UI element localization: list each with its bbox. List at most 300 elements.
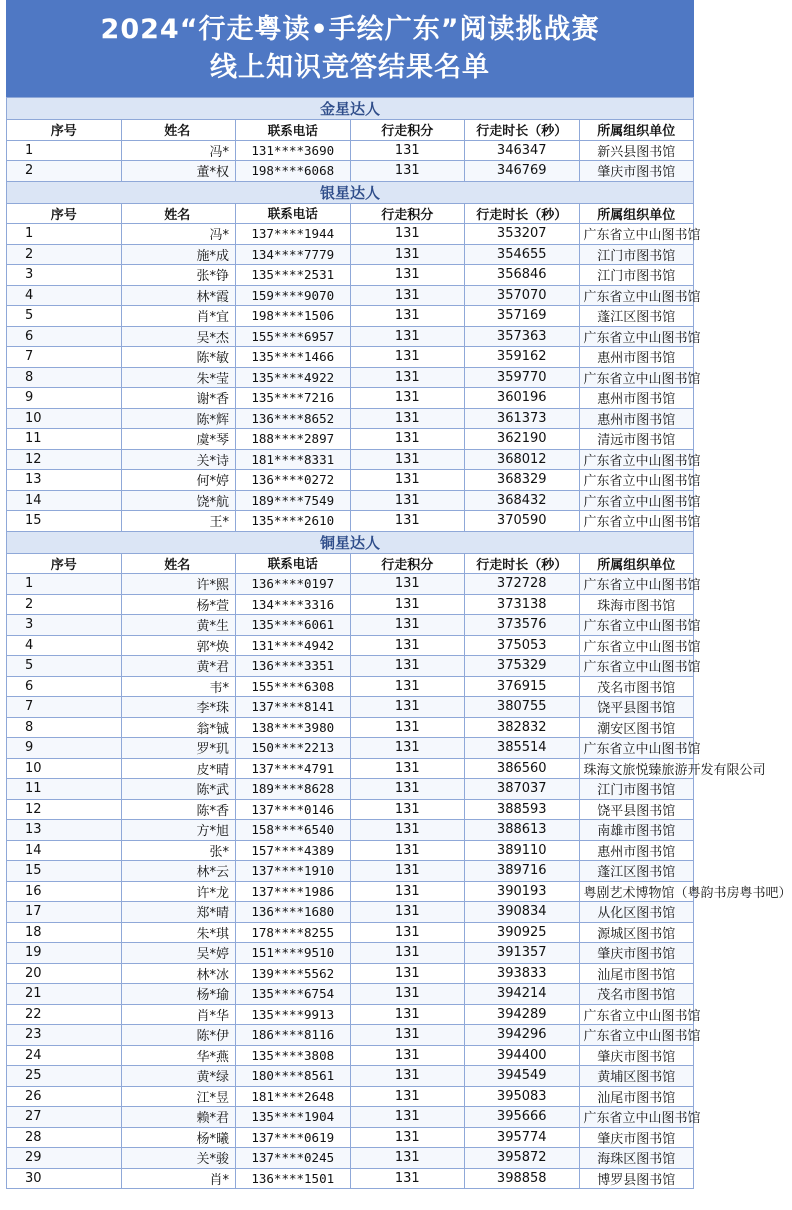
organization: 广东省立中山图书馆	[579, 1004, 694, 1025]
page-title-line1: 2024“行走粤读•手绘广东”阅读挑战赛	[100, 13, 600, 45]
member-name: 张*	[121, 840, 236, 861]
phone-number: 137****0245	[236, 1148, 351, 1169]
member-name: 郑*晴	[121, 902, 236, 923]
duration: 389110	[465, 840, 580, 861]
phone-number: 180****8561	[236, 1066, 351, 1087]
duration: 359770	[465, 367, 580, 388]
phone-number: 186****8116	[236, 1025, 351, 1046]
phone-number: 135****4922	[236, 367, 351, 388]
score: 131	[350, 1004, 465, 1025]
score: 131	[350, 490, 465, 511]
member-name: 杨*曦	[121, 1127, 236, 1148]
organization: 惠州市图书馆	[579, 408, 694, 429]
member-name: 罗*玑	[121, 738, 236, 759]
member-name: 饶*航	[121, 490, 236, 511]
score: 131	[350, 326, 465, 347]
table-row	[7, 697, 694, 718]
table-row	[7, 449, 694, 470]
member-name: 陈*伊	[121, 1025, 236, 1046]
phone-number: 135****1466	[236, 347, 351, 368]
column-header: 行走时长（秒）	[465, 203, 580, 224]
table-row	[7, 1004, 694, 1025]
duration: 346769	[465, 161, 580, 182]
table-row	[7, 367, 694, 388]
column-header: 姓名	[121, 553, 236, 574]
score: 131	[350, 881, 465, 902]
score: 131	[350, 963, 465, 984]
phone-number: 189****8628	[236, 779, 351, 800]
score: 131	[350, 922, 465, 943]
member-name: 林*冰	[121, 963, 236, 984]
member-name: 皮*晴	[121, 758, 236, 779]
score: 131	[350, 388, 465, 409]
organization: 珠海文旅悦臻旅游开发有限公司	[579, 758, 694, 779]
duration: 398858	[465, 1168, 580, 1189]
row-number: 21	[7, 984, 122, 1005]
table-row	[7, 388, 694, 409]
phone-number: 198****1506	[236, 306, 351, 327]
table-row	[7, 635, 694, 656]
results-table-body	[7, 98, 792, 1189]
score: 131	[350, 1066, 465, 1087]
duration: 361373	[465, 408, 580, 429]
score: 131	[350, 1045, 465, 1066]
section-header	[7, 181, 694, 203]
duration: 385514	[465, 738, 580, 759]
phone-number: 151****9510	[236, 943, 351, 964]
member-name: 吴*婷	[121, 943, 236, 964]
organization: 惠州市图书馆	[579, 347, 694, 368]
duration: 395774	[465, 1127, 580, 1148]
phone-number: 181****2648	[236, 1086, 351, 1107]
column-header: 序号	[7, 120, 122, 141]
table-row	[7, 1066, 694, 1087]
table-row	[7, 326, 694, 347]
member-name: 虞*琴	[121, 429, 236, 450]
table-row	[7, 615, 694, 636]
member-name: 黄*绿	[121, 1066, 236, 1087]
row-number: 2	[7, 244, 122, 265]
duration: 394289	[465, 1004, 580, 1025]
duration: 389716	[465, 861, 580, 882]
phone-number: 134****3316	[236, 594, 351, 615]
table-row	[7, 574, 694, 595]
score: 131	[350, 943, 465, 964]
organization: 广东省立中山图书馆	[579, 490, 694, 511]
table-row	[7, 244, 694, 265]
table-row	[7, 1107, 694, 1128]
duration: 394400	[465, 1045, 580, 1066]
member-name: 陈*敏	[121, 347, 236, 368]
row-number: 4	[7, 635, 122, 656]
duration: 375053	[465, 635, 580, 656]
phone-number: 139****5562	[236, 963, 351, 984]
row-number: 10	[7, 408, 122, 429]
phone-number: 137****1944	[236, 224, 351, 245]
phone-number: 157****4389	[236, 840, 351, 861]
section-header	[7, 531, 694, 553]
organization: 博罗县图书馆	[579, 1168, 694, 1189]
phone-number: 198****6068	[236, 161, 351, 182]
organization: 广东省立中山图书馆	[579, 449, 694, 470]
column-header: 行走积分	[350, 120, 465, 141]
duration: 370590	[465, 511, 580, 532]
duration: 368012	[465, 449, 580, 470]
table-row	[7, 779, 694, 800]
score: 131	[350, 861, 465, 882]
row-number: 8	[7, 367, 122, 388]
table-row	[7, 984, 694, 1005]
member-name: 许*熙	[121, 574, 236, 595]
duration: 354655	[465, 244, 580, 265]
row-number: 12	[7, 449, 122, 470]
row-number: 2	[7, 161, 122, 182]
duration: 386560	[465, 758, 580, 779]
organization: 茂名市图书馆	[579, 676, 694, 697]
duration: 390834	[465, 902, 580, 923]
row-number: 14	[7, 840, 122, 861]
row-number: 17	[7, 902, 122, 923]
phone-number: 131****4942	[236, 635, 351, 656]
phone-number: 135****6061	[236, 615, 351, 636]
organization: 肇庆市图书馆	[579, 1127, 694, 1148]
column-header: 行走时长（秒）	[465, 553, 580, 574]
score: 131	[350, 1107, 465, 1128]
table-row	[7, 1045, 694, 1066]
organization: 广东省立中山图书馆	[579, 285, 694, 306]
score: 131	[350, 594, 465, 615]
organization: 汕尾市图书馆	[579, 1086, 694, 1107]
score: 131	[350, 161, 465, 182]
score: 131	[350, 224, 465, 245]
row-number: 22	[7, 1004, 122, 1025]
phone-number: 137****4791	[236, 758, 351, 779]
phone-number: 178****8255	[236, 922, 351, 943]
duration: 394549	[465, 1066, 580, 1087]
member-name: 张*铮	[121, 265, 236, 286]
score: 131	[350, 1127, 465, 1148]
member-name: 肖*宜	[121, 306, 236, 327]
score: 131	[350, 717, 465, 738]
section-title: 金星达人	[7, 98, 694, 120]
phone-number: 136****8652	[236, 408, 351, 429]
column-header: 序号	[7, 203, 122, 224]
column-header: 所属组织单位	[579, 553, 694, 574]
member-name: 林*霞	[121, 285, 236, 306]
row-number: 16	[7, 881, 122, 902]
member-name: 江*昱	[121, 1086, 236, 1107]
duration: 373576	[465, 615, 580, 636]
phone-number: 135****7216	[236, 388, 351, 409]
duration: 388593	[465, 799, 580, 820]
member-name: 冯*	[121, 224, 236, 245]
table-row	[7, 490, 694, 511]
score: 131	[350, 779, 465, 800]
column-header: 姓名	[121, 203, 236, 224]
member-name: 何*婷	[121, 470, 236, 491]
phone-number: 135****9913	[236, 1004, 351, 1025]
phone-number: 135****6754	[236, 984, 351, 1005]
member-name: 陈*辉	[121, 408, 236, 429]
table-row	[7, 265, 694, 286]
duration: 357169	[465, 306, 580, 327]
table-row	[7, 347, 694, 368]
table-row	[7, 902, 694, 923]
organization: 粤剧艺术博物馆（粤韵书房粤书吧）	[579, 881, 694, 902]
section-header	[7, 98, 694, 120]
row-number: 24	[7, 1045, 122, 1066]
organization: 饶平县图书馆	[579, 697, 694, 718]
table-row	[7, 285, 694, 306]
row-number: 10	[7, 758, 122, 779]
score: 131	[350, 1148, 465, 1169]
member-name: 方*旭	[121, 820, 236, 841]
column-header: 序号	[7, 553, 122, 574]
table-row	[7, 963, 694, 984]
member-name: 王*	[121, 511, 236, 532]
organization: 南雄市图书馆	[579, 820, 694, 841]
table-row	[7, 470, 694, 491]
member-name: 肖*华	[121, 1004, 236, 1025]
score: 131	[350, 511, 465, 532]
column-header: 行走积分	[350, 203, 465, 224]
duration: 357363	[465, 326, 580, 347]
member-name: 林*云	[121, 861, 236, 882]
column-header-row	[7, 553, 694, 574]
duration: 368432	[465, 490, 580, 511]
row-number: 3	[7, 265, 122, 286]
phone-number: 137****0619	[236, 1127, 351, 1148]
member-name: 杨*萱	[121, 594, 236, 615]
row-number: 1	[7, 224, 122, 245]
row-number: 9	[7, 388, 122, 409]
row-number: 3	[7, 615, 122, 636]
table-row	[7, 676, 694, 697]
row-number: 7	[7, 347, 122, 368]
column-header-row	[7, 203, 694, 224]
row-number: 15	[7, 861, 122, 882]
page-title-line2: 线上知识竞答结果名单	[210, 51, 490, 83]
duration: 388613	[465, 820, 580, 841]
score: 131	[350, 820, 465, 841]
phone-number: 137****1986	[236, 881, 351, 902]
phone-number: 155****6308	[236, 676, 351, 697]
table-row	[7, 1168, 694, 1189]
member-name: 冯*	[121, 140, 236, 161]
column-header-row	[7, 120, 694, 141]
organization: 广东省立中山图书馆	[579, 738, 694, 759]
row-number: 1	[7, 140, 122, 161]
duration: 391357	[465, 943, 580, 964]
phone-number: 135****2610	[236, 511, 351, 532]
duration: 373138	[465, 594, 580, 615]
score: 131	[350, 285, 465, 306]
organization: 源城区图书馆	[579, 922, 694, 943]
score: 131	[350, 140, 465, 161]
score: 131	[350, 902, 465, 923]
table-row	[7, 758, 694, 779]
row-number: 11	[7, 429, 122, 450]
table-row	[7, 306, 694, 327]
score: 131	[350, 656, 465, 677]
table-row	[7, 717, 694, 738]
organization: 肇庆市图书馆	[579, 1045, 694, 1066]
organization: 广东省立中山图书馆	[579, 511, 694, 532]
score: 131	[350, 470, 465, 491]
member-name: 赖*君	[121, 1107, 236, 1128]
phone-number: 136****0197	[236, 574, 351, 595]
organization: 广东省立中山图书馆	[579, 656, 694, 677]
column-header: 联系电话	[236, 553, 351, 574]
row-number: 29	[7, 1148, 122, 1169]
duration: 390193	[465, 881, 580, 902]
phone-number: 137****1910	[236, 861, 351, 882]
member-name: 翁*铖	[121, 717, 236, 738]
member-name: 肖*	[121, 1168, 236, 1189]
duration: 394296	[465, 1025, 580, 1046]
phone-number: 158****6540	[236, 820, 351, 841]
duration: 382832	[465, 717, 580, 738]
phone-number: 136****3351	[236, 656, 351, 677]
score: 131	[350, 1168, 465, 1189]
member-name: 黄*君	[121, 656, 236, 677]
duration: 353207	[465, 224, 580, 245]
duration: 375329	[465, 656, 580, 677]
phone-number: 136****1680	[236, 902, 351, 923]
column-header: 行走积分	[350, 553, 465, 574]
member-name: 陈*武	[121, 779, 236, 800]
member-name: 关*诗	[121, 449, 236, 470]
score: 131	[350, 1086, 465, 1107]
phone-number: 131****3690	[236, 140, 351, 161]
organization: 肇庆市图书馆	[579, 161, 694, 182]
row-number: 28	[7, 1127, 122, 1148]
table-row	[7, 429, 694, 450]
score: 131	[350, 244, 465, 265]
organization: 蓬江区图书馆	[579, 306, 694, 327]
row-number: 30	[7, 1168, 122, 1189]
table-row	[7, 738, 694, 759]
phone-number: 181****8331	[236, 449, 351, 470]
organization: 清远市图书馆	[579, 429, 694, 450]
table-row	[7, 922, 694, 943]
organization: 蓬江区图书馆	[579, 861, 694, 882]
section-title: 银星达人	[7, 181, 694, 203]
table-row	[7, 799, 694, 820]
member-name: 杨*瑜	[121, 984, 236, 1005]
table-row	[7, 140, 694, 161]
member-name: 黄*生	[121, 615, 236, 636]
organization: 珠海市图书馆	[579, 594, 694, 615]
column-header: 行走时长（秒）	[465, 120, 580, 141]
phone-number: 134****7779	[236, 244, 351, 265]
organization: 从化区图书馆	[579, 902, 694, 923]
organization: 江门市图书馆	[579, 265, 694, 286]
organization: 广东省立中山图书馆	[579, 224, 694, 245]
duration: 346347	[465, 140, 580, 161]
row-number: 23	[7, 1025, 122, 1046]
phone-number: 137****8141	[236, 697, 351, 718]
row-number: 15	[7, 511, 122, 532]
organization: 惠州市图书馆	[579, 840, 694, 861]
table-row	[7, 1086, 694, 1107]
duration: 368329	[465, 470, 580, 491]
phone-number: 137****0146	[236, 799, 351, 820]
score: 131	[350, 615, 465, 636]
row-number: 5	[7, 656, 122, 677]
phone-number: 150****2213	[236, 738, 351, 759]
organization: 饶平县图书馆	[579, 799, 694, 820]
organization: 广东省立中山图书馆	[579, 635, 694, 656]
organization: 江门市图书馆	[579, 244, 694, 265]
row-number: 12	[7, 799, 122, 820]
row-number: 6	[7, 676, 122, 697]
score: 131	[350, 984, 465, 1005]
member-name: 董*权	[121, 161, 236, 182]
row-number: 2	[7, 594, 122, 615]
score: 131	[350, 799, 465, 820]
results-table	[6, 97, 792, 1189]
phone-number: 188****2897	[236, 429, 351, 450]
column-header: 联系电话	[236, 203, 351, 224]
table-row	[7, 861, 694, 882]
organization: 广东省立中山图书馆	[579, 470, 694, 491]
phone-number: 159****9070	[236, 285, 351, 306]
score: 131	[350, 697, 465, 718]
row-number: 19	[7, 943, 122, 964]
duration: 356846	[465, 265, 580, 286]
member-name: 许*龙	[121, 881, 236, 902]
duration: 390925	[465, 922, 580, 943]
row-number: 13	[7, 820, 122, 841]
duration: 394214	[465, 984, 580, 1005]
score: 131	[350, 306, 465, 327]
score: 131	[350, 347, 465, 368]
table-row	[7, 161, 694, 182]
row-number: 13	[7, 470, 122, 491]
phone-number: 135****2531	[236, 265, 351, 286]
member-name: 吴*杰	[121, 326, 236, 347]
score: 131	[350, 574, 465, 595]
phone-number: 155****6957	[236, 326, 351, 347]
phone-number: 138****3980	[236, 717, 351, 738]
member-name: 郭*焕	[121, 635, 236, 656]
member-name: 关*骏	[121, 1148, 236, 1169]
row-number: 6	[7, 326, 122, 347]
organization: 江门市图书馆	[579, 779, 694, 800]
organization: 广东省立中山图书馆	[579, 326, 694, 347]
duration: 387037	[465, 779, 580, 800]
duration: 362190	[465, 429, 580, 450]
organization: 新兴县图书馆	[579, 140, 694, 161]
duration: 357070	[465, 285, 580, 306]
row-number: 27	[7, 1107, 122, 1128]
phone-number: 136****0272	[236, 470, 351, 491]
row-number: 26	[7, 1086, 122, 1107]
row-number: 25	[7, 1066, 122, 1087]
organization: 黄埔区图书馆	[579, 1066, 694, 1087]
table-row	[7, 1025, 694, 1046]
table-row	[7, 943, 694, 964]
duration: 395872	[465, 1148, 580, 1169]
duration: 359162	[465, 347, 580, 368]
section-title: 铜星达人	[7, 531, 694, 553]
row-number: 4	[7, 285, 122, 306]
organization: 肇庆市图书馆	[579, 943, 694, 964]
row-number: 5	[7, 306, 122, 327]
row-number: 7	[7, 697, 122, 718]
duration: 376915	[465, 676, 580, 697]
